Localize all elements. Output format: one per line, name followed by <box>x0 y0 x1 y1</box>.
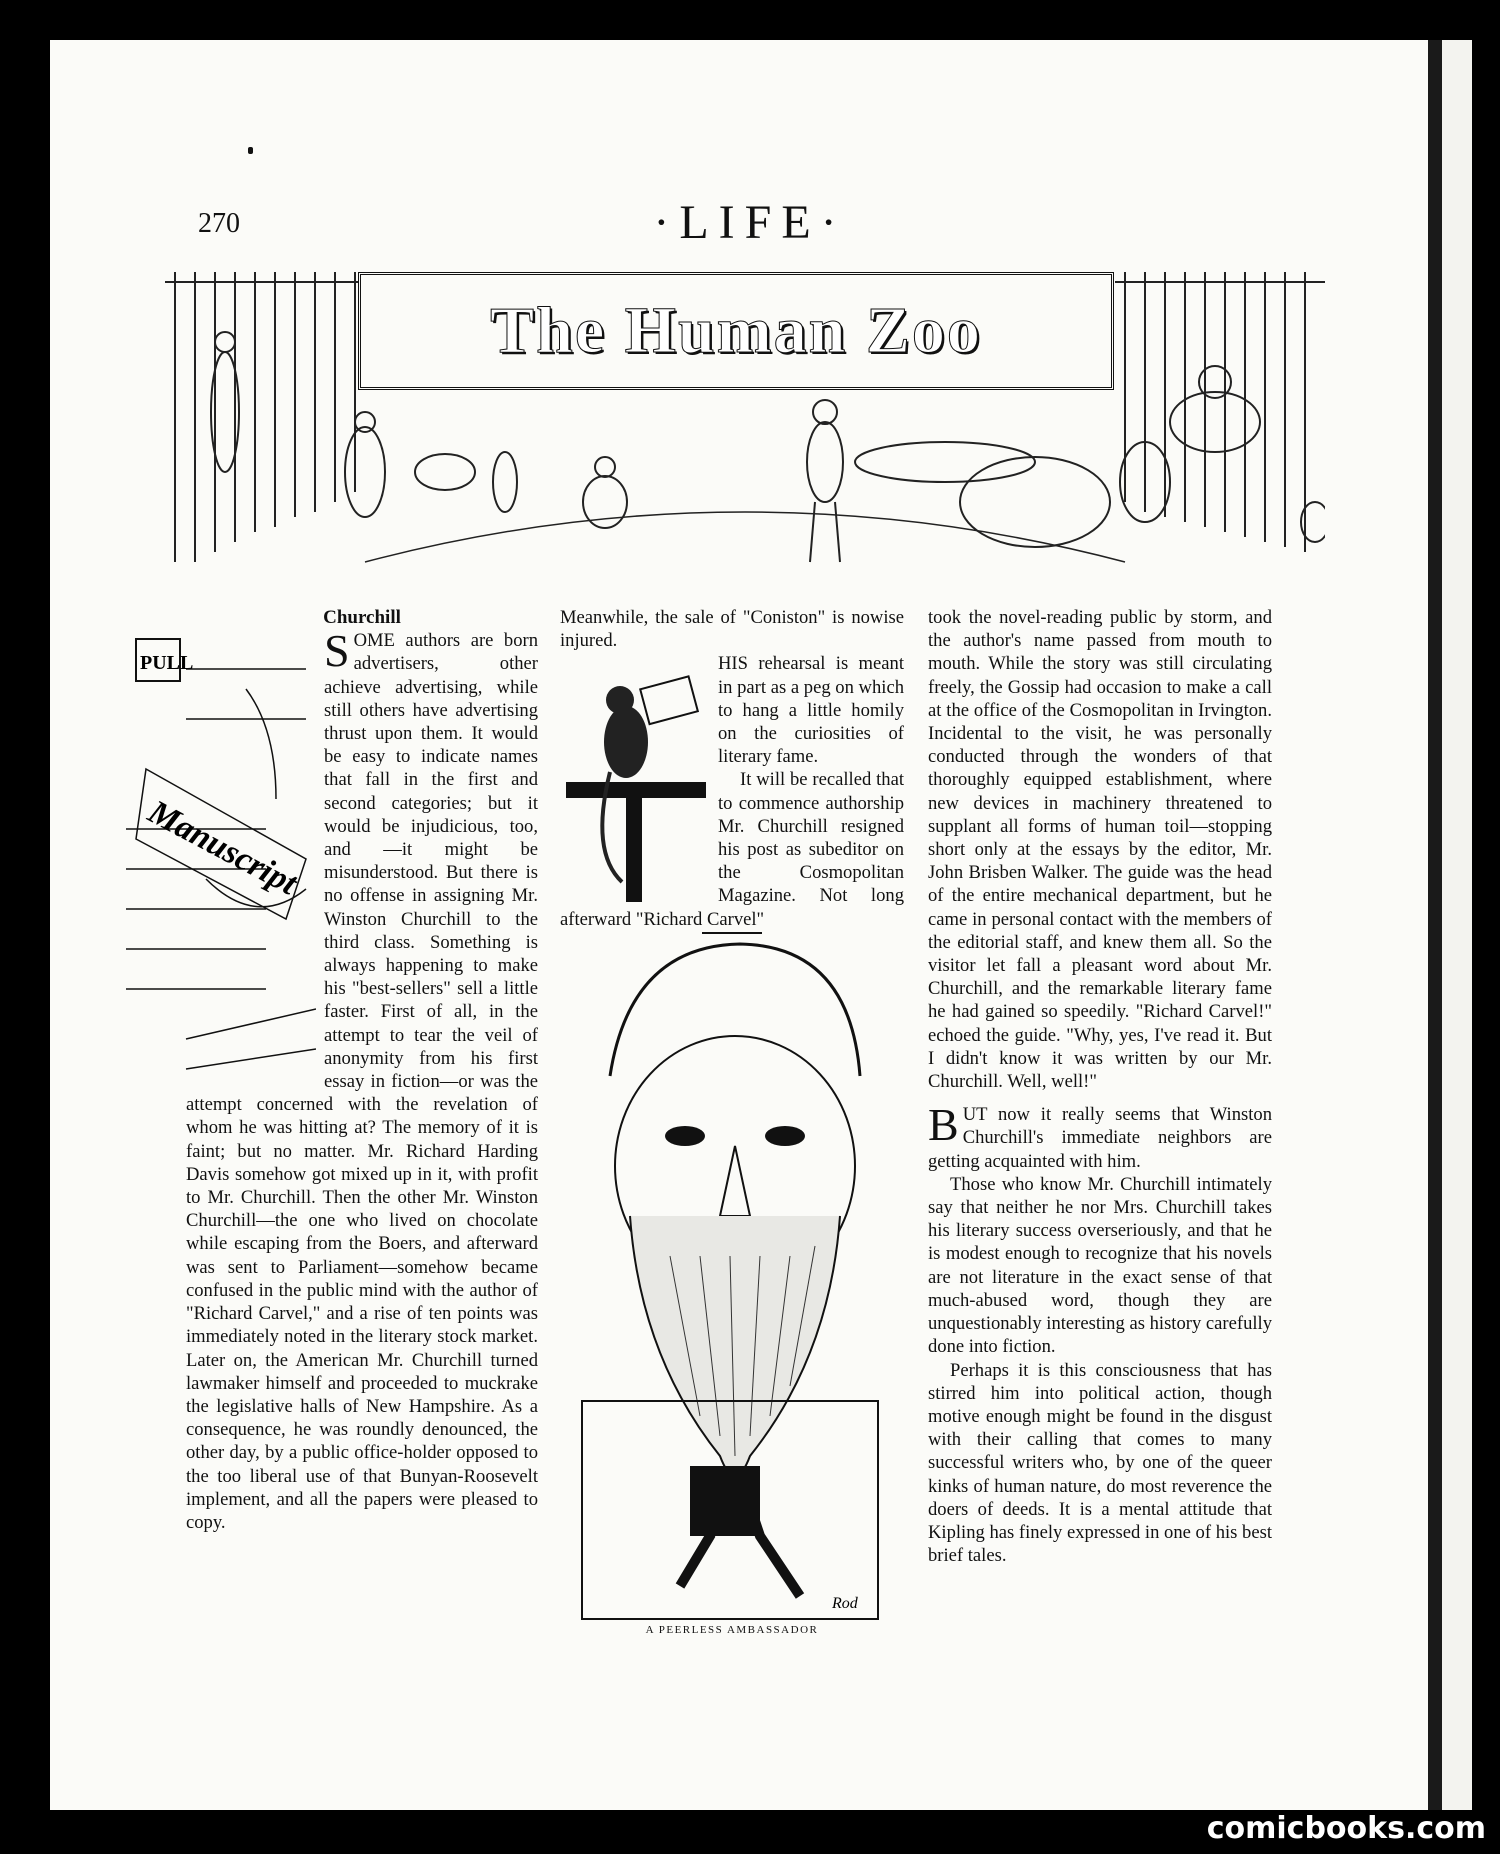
col2-lead: Meanwhile, the sale of "Coniston" is nowise injured. <box>560 607 904 652</box>
ink-speck <box>248 147 253 154</box>
page-gutter <box>1428 40 1442 1810</box>
section-rule <box>702 932 762 934</box>
manuscript-drawing <box>126 629 316 1091</box>
page-number: 270 <box>198 208 240 239</box>
col3-body: took the novel-reading public by storm, and the author's name passed from mouth to mouth. While the story was still circulating freely, the Gossip had occasion to make a call at the office of the Cosmopolitan in Irvington. Incidental to the visit, he was personally conducted through the wonders of that thoroughly equipped establishment, where new devices in machinery threatened to supplant all forms of human toil—stopping short only at the essays by the editor, Mr. John Brisben Walker. The guide was the head of the entire mechanical department, but he came in personal contact with the members of the editorial staff, and knew them all. So the visitor let fall a pleasant word about Mr. Churchill, and the remarkable literary fame he had gained so speedily. "Richard Carvel!" echoed the guide. "Why, yes, I've read it. But I didn't know it was written by our Mr. Churchill. Well, well!" <box>928 607 1272 1093</box>
article-column-3 <box>928 606 1272 1567</box>
col3-para3: Those who know Mr. Churchill intimately say that neither he nor Mrs. Churchill takes his literary success overseriously, and that he is modest enough to recognize that his novels are not literature in the exact sense of that much-abused word, though they are unquestionably interesting as history carefully done into fiction. <box>928 1173 1272 1358</box>
monkey-t-illustration <box>560 652 712 907</box>
artist-signature: Rod <box>832 1595 858 1612</box>
banner-title-box <box>358 272 1114 390</box>
col3-para4: Perhaps it is this consciousness that has stirred him into political action, though motive enough might be found in the disgust with their calling that comes to many successful writers who, by one of the queer kinks of human nature, do most reverence the doers of deeds. It is a mental attitude that Kipling has finely expressed in one of his best brief tales. <box>928 1359 1272 1567</box>
pull-sign-text: PULL <box>140 652 194 675</box>
col2-body-2: It will be recalled that to commence authorship Mr. Churchill resigned his post as subeditor on the Cosmopolitan Magazine. Not long afterward "Richard Carvel" <box>560 769 904 930</box>
drop-cap-s: S <box>324 625 350 677</box>
facing-page-edge <box>1442 40 1472 1810</box>
manuscript-label: Manuscript <box>142 793 304 903</box>
human-zoo-banner <box>165 262 1325 587</box>
article-column-2 <box>560 606 904 931</box>
col3-para2: UT now it really seems that Winston Churchill's immediate neighbors are getting acquainted with him. <box>928 1104 1272 1172</box>
monkey-on-t-drawing <box>560 652 712 907</box>
caricature-drawing <box>570 936 890 1622</box>
col1-body: OME authors are born advertisers, other achieve advertising, while still others have advertising thrust upon them. It would be easy to indicate names that fall in the first and second categories; but it would be injudicious, too, and —it might be misunderstood. But there is no offense in assigning Mr. Winston Churchill to the third class. Something is always happening to make his "best-sellers" sell a little faster. First of all, in the attempt to tear the veil of anonymity from his first essay in fiction—or was the attempt concerned with the revelation of whom he was hitting at? The memory of it is faint; but no matter. Mr. Richard Harding Davis somehow got mixed up in it, with profit to Mr. Churchill. Then the other Mr. Winston Churchill—the one who lived on chocolate while escaping from the Boers, and afterward was sent to Parliament—somehow became confused in the public mind with the author of "Richard Carvel," and a rise of ten points was immediately noted in the literary stock market. Later on, the American Mr. Churchill turned lawmaker himself and proceeded to muckrake the legislative halls of New Hampshire. As a consequence, he was roundly denounced, the other day, by a public office-holder opposed to the too liberal use of that Bunyan-Roosevelt implement, and all the papers were pleased to copy. <box>186 630 538 1533</box>
manuscript-illustration <box>126 629 316 1091</box>
churchill-caricature <box>570 936 890 1622</box>
site-watermark: comicbooks.com <box>1206 1811 1486 1846</box>
banner-title: The Human Zoo <box>490 294 982 367</box>
article-column-1 <box>140 606 538 1534</box>
drop-cap-b: B <box>928 1099 959 1151</box>
article-heading: Churchill <box>323 607 401 628</box>
masthead: ·LIFE· <box>653 196 847 249</box>
caricature-caption: A PEERLESS AMBASSADOR <box>645 1624 819 1636</box>
col2-body: HIS rehearsal is meant in part as a peg on which to hang a little homily on the curiosities of literary fame. <box>718 653 904 768</box>
